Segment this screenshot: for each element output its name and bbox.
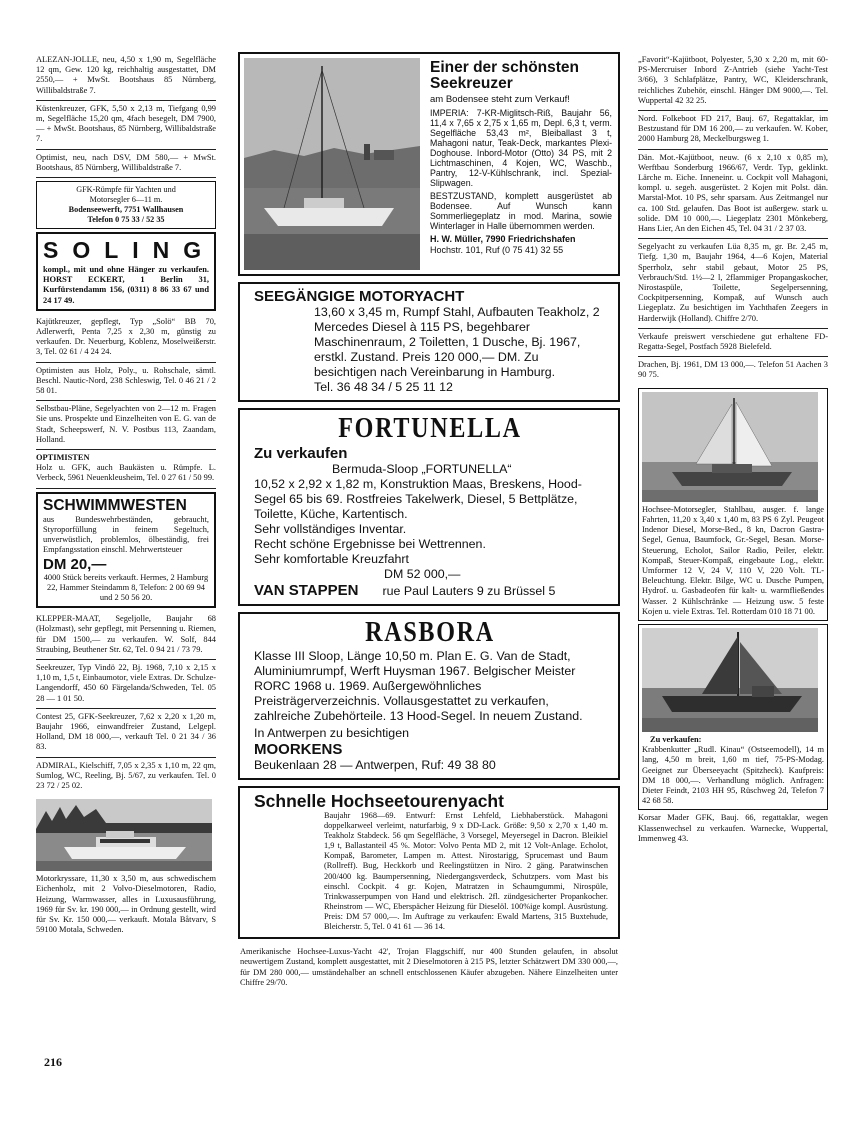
kutter-photo bbox=[642, 628, 818, 732]
ad-headline: SOLING bbox=[43, 237, 216, 264]
ad-text: ALEZAN-JOLLE, neu, 4,50 x 1,90 m, Segelfläche 12 qm, Gew. 120 kg, reichhaltig ausgestattet, DM 2550,— + MwSt. Bootshaus 85 Nürnberg, Willibaldstraße 7. bbox=[36, 55, 216, 95]
ad-text: Hochsee-Motorsegler, Stahlbau, ausger. f. lange Fahrten, 11,20 x 3,40 x 1,40 m, 83 PS 6 Zyl. Peugeot Indenor Diesel, Morse-Bed., 8 kn, Dacron Gastra-Segel, Genua, Baumfock, Gr.-Segel, Besan. Morse-Steuerung, Echolot, Sailor Radio, Peiler, elektr. Kompaß, Steuer-Kompaß, eingebaute Log., elektr. Umformer 12 V, 24 V, 110 V, 220 Volt. TL-Beleuchtung. Elektr. Bilge, WC u. Dusche Pumpen, Hydrof. u. Gasbadeofen für kalt- u. warmfließendes Wasser. 2 Kühlschränke — Heizung usw. 5 feste Kojen u. viele Extras. Tel. Rotterdam 010 18 71 00. bbox=[642, 504, 824, 616]
ad-line: GFK-Rümpfe für Yachten und bbox=[76, 185, 176, 195]
ad-text: Motorkryssare, 11,30 x 3,50 m, aus schwedischem Eichenholz, mit 2 Volvo-Dieselmotoren, Radio, Heizung, Warmwasser, alles in Luxusausführung, 1969 für Sv. kr. 190 000,— in Ordnung gestellt, wird für Sv. Kr. 150 000,— verkauft. Motala Båtvarv, S 59100 Motala, Schweden. bbox=[36, 874, 216, 935]
classified-ad bbox=[36, 660, 216, 709]
ad-text: Optimist, neu, nach DSV, DM 580,— + MwSt. Bootshaus, 85 Nürnberg, Willibaldstraße 7. bbox=[36, 152, 216, 172]
classified-ad bbox=[638, 111, 828, 150]
page-number: 216 bbox=[44, 1055, 62, 1069]
classified-ad bbox=[36, 401, 216, 450]
ad-amerikanische-yacht bbox=[238, 945, 620, 990]
imperia-text-block bbox=[430, 60, 612, 256]
ad-text: IMPERIA: 7-KR-Miglitsch-Riß, Baujahr 56, 11,4 x 7,65 x 2,75 x 1,65 m, Depl. 6,3 t, verm. Segelfläche 53,43 m², Bleiballast 3 t, Mahagoni natur, Teak-Deck, markantes Plexi-Doghouse. Inbord-Motor (Otto) 34 PS, mit 2 Lichtmaschinen, 4 Kojen, WC, Waschb., Pantry, 12-V-Kühlschrank, incl. Spezial-Slipwagen. bbox=[430, 108, 612, 188]
ad-text: 10,52 x 2,92 x 1,82 m, Konstruktion Maas, Breskens, Hood-Segel 65 bis 69. Rostfreies Takelwerk, Diesel, 5 Bettplätze, Toilette, Küche, Kartentisch. bbox=[254, 477, 582, 521]
ad-line: Telefon 0 75 33 / 52 35 bbox=[87, 215, 165, 225]
ad-subhead: am Bodensee steht zum Verkauf! bbox=[430, 94, 570, 105]
ad-headline: Schnelle Hochseetourenyacht bbox=[254, 791, 504, 811]
classified-ad bbox=[36, 363, 216, 402]
ad-text: Sehr vollständiges Inventar. bbox=[254, 522, 407, 536]
motorboat-photo bbox=[36, 799, 212, 871]
ad-text: BESTZUSTAND, komplett ausgerüstet ab Bodensee. Auf Wunsch kann Sommerliegeplatz in mod. Marina, sowie Winterlager in Halle übernommen werden. bbox=[430, 191, 612, 231]
ad-text: Kajütkreuzer, gepflegt, Typ „Solö“ BB 70, Adlerwerft, Penta 7,25 x 2,30 m, günstig zu verkaufen. Dr. Neuerburg, Koblenz, Moselweißerstr. 3, Tel. 02 61 / 4 24 24. bbox=[36, 316, 216, 357]
classified-ad bbox=[36, 101, 216, 150]
ad-contact: H. W. Müller, 7990 Friedrichshafen bbox=[430, 234, 576, 244]
classified-ad bbox=[36, 314, 216, 363]
ad-text: kompl., mit und ohne Hänger zu verkaufen. HORST ECKERT, 1 Berlin 31, Kurfürstendamm 156, (0311) 8 86 33 67 und 24 17 49. bbox=[43, 265, 209, 305]
classified-ad bbox=[36, 611, 216, 660]
ad-text: Korsar Mader GFK, Bauj. 66, regattaklar, wegen Klassenwechsel zu verkaufen. Warnecke, Wuppertal, Immenweg 43. bbox=[638, 813, 828, 843]
motorsailer-illustration bbox=[642, 392, 818, 502]
ad-text: Amerikanische Hochsee-Luxus-Yacht 42', Trojan Flaggschiff, nur 400 Stunden gelaufen, in absolut neuwertigem Zustand, komplett ausgestattet, mit 2 Dieselmotoren à 215 PS, letzter Schätzwert DM 330 000,—, für DM 280 000,— umständehalber an schnell entschlossenen Käufer abzugeben. Nähere Einzelheiten unter Chiffre 29/70. bbox=[240, 947, 618, 987]
ad-text: Baujahr 1968—69. Entwurf: Ernst Lehfeld, Liebhaberstück. Mahagoni doppelkarweel verleimt, naturfarbig, 9 x DD-Lack. Größe: 9,50 x 2,70 x 1,40 m. Teakholz Stabdeck. 56 qm Segelfläche, 3 Vorsegel, Meyersegel in Dacron. Bleikiel 1,9 t, Ballastanteil 45 %. Motor: Volvo Penta MD 2, mit 12 Volt-Anlage. Echolot, Kompaß, Barometer, Lampen m. Attest. Nirostarigg, Sprucemast und Baum (Rollreff). Bug, Heckkorb und Reelingstützen in Niro. 2 gäng. Paratwinschen 200/400 kg. Baumpersenning, Niedergangsverdeck, Schutzpers. vom Mast bis einschl. Cockpit. 4 gr. Kojen, Matratzen in Schaumgummi, Nirospüle, Trinkwasserpumpen von Hand und elektrisch. 2fl. zündgesicherter Propankocher. Rheinstrom — WC, Eberspächer Heizung für Dieselöl. 100%ige kompl. Ausrüstung. Preis: DM 57 000,—. Im Auftrage zu verkaufen: Ewald Martens, 315 Buxtehude, Bleicherstr. 5, Tel. 0 41 61 — 36 14. bbox=[324, 811, 608, 932]
ad-seller: MOORKENS bbox=[254, 741, 343, 758]
ad-text: Bermuda-Sloop „FORTUNELLA“ bbox=[332, 462, 512, 476]
motorboat-illustration bbox=[36, 799, 212, 871]
ad-subhead: Zu verkaufen bbox=[254, 445, 348, 462]
ad-headline: OPTIMISTEN bbox=[36, 453, 90, 463]
classified-ad bbox=[36, 709, 216, 758]
ad-contact: Hochstr. 101, Ruf (0 75 41) 32 55 bbox=[430, 245, 564, 255]
ad-text: Klasse III Sloop, Länge 10,50 m. Plan E. G. Van de Stadt, Aluminiumrumpf, Werft Huysman 1967. Belgischer Meister RORC 1968 u. 1969. Außergewöhnliches Preisträgerverzeichnis. Vollausgestattet zu verkaufen, zahlreiche Zubehörteile. 13 Hood-Segel. In neuem Zustand. bbox=[254, 649, 583, 723]
ad-text: Krabbenkutter „Rudl. Kinau“ (Ostseemodell), 14 m lang, 4,50 m breit, 1,60 m tief, 75-PS-Modag. Geeignet zur Überseeyacht (Spitzheck). Kaufpreis: DM 18 000,—. Verhandlung möglich. Anfragen: Dieter Feindt, 2103 HH 95, Rüschweg 2d, Telefon 7 42 68 58. bbox=[642, 745, 824, 806]
classified-ad bbox=[36, 758, 216, 796]
ad-line: Bodenseewerft, 7751 Wallhausen bbox=[68, 205, 184, 215]
boxed-ad-gfk bbox=[36, 181, 216, 229]
ad-text: Dän. Mot.-Kajütboot, neuw. (6 x 2,10 x 0,85 m), Werftbau Sonderburg 1966/67, Verdr. Typ, geklinkt. Lärche m. Eiche. Inneneinr. u. Cockpit voll Mahagoni, kompl. u. segeh. ausgerüstet. 2 Kojen mit Polst. dän. Marstal-Mot. 10 PS, sehr sparsam. Aus Zeitmangel nur ca. 100 Std. gelaufen. Das Boot ist außergew. stark u. solide. DM 10 000,—. Liegeplatz 2301 Mönkeberg, Hans Lier, An den Eichen 45, Tel. 04 31 / 2 37 03. bbox=[638, 152, 828, 234]
ad-imperia bbox=[238, 52, 620, 276]
column-left bbox=[36, 52, 216, 935]
ad-rasbora bbox=[238, 612, 620, 780]
ad-text: Contest 25, GFK-Seekreuzer, 7,62 x 2,20 x 1,20 m, Baujahr 1966, einwandfreier Zustand, Lelgepl. Holland, DM 18 000,—, verkauft Tel. 0 21 34 / 36 83. bbox=[36, 711, 216, 752]
ad-text: Nord. Folkeboot FD 217, Bauj. 67, Regattaklar, im Bestzustand für DM 16 200,— zu verkaufen. W. Kober, 2000 Hamburg 28, Meckelburgsweg 1. bbox=[638, 114, 828, 144]
fortunella-footer bbox=[254, 582, 606, 599]
ad-headline: RASBORA bbox=[365, 617, 495, 648]
ad-text: In Antwerpen zu besichtigen bbox=[254, 726, 409, 740]
ad-text: 4000 Stück bereits verkauft. Hermes, 2 Hamburg 22, Hammer Steindamm 8, Telefon: 2 00 69 94 und 2 50 56 20. bbox=[43, 572, 209, 602]
ad-text: „Favorit“-Kajütboot, Polyester, 5,30 x 2,20 m, mit 60-PS-Mercruiser Inbord Z-Antrieb (siehe Yacht-Test 3/66), 3 Schlafplätze, Pantry, WC, Kleiderschrank, reichliches Zubehör, einschl. Hänger DM 9000,—. Tel. Wuppertal 42 32 25. bbox=[638, 55, 828, 105]
classified-ad bbox=[36, 450, 216, 489]
ad-text: aus Bundeswehrbeständen, gebraucht, Styroporfüllung in feinem Segeltuch, unverwüstlich, problemlos, ölbeständig, frei Empfangsstation einschl. Mehrwertsteuer bbox=[43, 514, 209, 555]
motorsailer-photo bbox=[642, 392, 818, 502]
ad-seller: VAN STAPPEN bbox=[254, 582, 359, 599]
ad-text: KLEPPER-MAAT, Segeljolle, Baujahr 68 (Holzmast), sehr gepflegt, mit Persenning u. Riemen, für DM 1500,— zu verkaufen. W. Solf, 844 Straubing, Beuthener Str. 62, Tel. 0 94 21 / 73 79. bbox=[36, 614, 216, 654]
classified-ad bbox=[36, 52, 216, 101]
classified-ad bbox=[638, 150, 828, 240]
ad-seegaengige-motoryacht bbox=[238, 282, 620, 402]
sailboat-photo bbox=[244, 58, 420, 270]
ad-price: DM 20,— bbox=[43, 555, 107, 573]
ad-headline: Zu verkaufen: bbox=[650, 734, 702, 744]
ad-text: Verkaufe preiswert verschiedene gut erhaltene FD-Regatta-Segel, Postfach 5928 Bielefeld. bbox=[638, 331, 828, 352]
ad-schnelle-hochseetourenyacht bbox=[238, 786, 620, 939]
classified-ad bbox=[638, 329, 828, 357]
classified-ad bbox=[638, 813, 828, 844]
kutter-illustration bbox=[642, 628, 818, 732]
ad-price: DM 52 000,— bbox=[384, 567, 461, 581]
ad-text: Optimisten aus Holz, Poly., u. Rohschale, sämtl. Beschl. Nautic-Nord, 238 Schleswig, Tel. 0 46 21 / 2 58 01. bbox=[36, 365, 216, 396]
ad-headline: SCHWIMMWESTEN bbox=[43, 496, 187, 514]
ad-text: Recht schöne Ergebnisse bei Wettrennen. bbox=[254, 537, 486, 551]
ad-contact: Tel. 36 48 34 / 5 25 11 12 bbox=[314, 380, 453, 394]
boxed-ad-schwimmwesten bbox=[36, 492, 216, 608]
ad-text: 13,60 x 3,45 m, Rumpf Stahl, Aufbauten Teakholz, 2 Mercedes Diesel à 115 PS, begehbarer Maschinenraum, 2 Toiletten, 1 Dusche, Bj. 1967, erstkl. Zustand. Preis 120 000,— DM. Zu besichtigen nach Vereinbarung in Hamburg. bbox=[314, 305, 600, 379]
column-right bbox=[638, 52, 828, 844]
ad-text: Küstenkreuzer, GFK, 5,50 x 2,13 m, Tiefgang 0,99 m, Segelfläche 15,20 qm, 4fach besegelt, DM 7900,— + MwSt. Bootshaus, 85 Nürnberg, Willibaldstraße 7. bbox=[36, 103, 216, 144]
ad-contact: rue Paul Lauters 9 zu Brüssel 5 bbox=[382, 584, 556, 598]
ad-headline: Einer der schönsten Seekreuzer bbox=[430, 59, 580, 92]
ad-text: Drachen, Bj. 1961, DM 13 000,—. Telefon 51 Aachen 3 90 75. bbox=[638, 360, 828, 380]
ad-text: Segelyacht zu verkaufen Lüa 8,35 m, gr. Br. 2,45 m, Tiefg. 1,30 m, Baujahr 1964, 4—6 Kojen, Material Sperrholz, sehr stabil gebaut, Motor 25 PS, Verbrauch/Std. 1½—2 l, 2flammiger Propangaskocher, Nirostaspüle, Toilette, Segelpersenning, Cockpitpersenning, Kompaß, auf Wunsch auch Liegeplatz. Zu besichtigen im Yachthafen Zeegers in Harderwijk (Holland). Chiffre 2/70. bbox=[638, 242, 828, 323]
column-middle bbox=[238, 52, 620, 990]
classified-ad bbox=[36, 150, 216, 178]
ad-text: Seekreuzer, Typ Vindö 22, Bj. 1968, 7,10 x 2,15 x 1,10 m, 1,5 t, Einbaumotor, viele Extras. Dr. Schulze-Langendorff, 450 60 Färgelanda/Schweden, Tel. 05 28 — 1 01 50. bbox=[36, 662, 216, 703]
ad-text: Selbstbau-Pläne, Segelyachten von 2—12 m. Fragen Sie uns. Prospekte und Einzelheiten von E. G. van de Stadt, Scheepswerf, N. V. Postbus 113, Zaandam, Holland. bbox=[36, 404, 216, 444]
boxed-ad-hochsee-motorsegler bbox=[638, 388, 828, 621]
boxed-ad-soling bbox=[36, 232, 216, 311]
classified-ad bbox=[638, 357, 828, 384]
ad-contact: Beukenlaan 28 — Antwerpen, Ruf: 49 38 80 bbox=[254, 758, 496, 772]
classified-ad bbox=[36, 874, 216, 935]
boxed-ad-krabbenkutter bbox=[638, 624, 828, 810]
ad-text: Sehr komfortable Kreuzfahrt bbox=[254, 552, 409, 566]
ad-text: Holz u. GFK, auch Baukästen u. Rümpfe. L. Verbeck, 5961 Neuenkleusheim, Tel. 0 27 61 / 50 99. bbox=[36, 463, 216, 483]
ad-text: ADMIRAL, Kielschiff, 7,05 x 2,35 x 1,10 m, 22 qm, Sumlog, WC, Reeling, Bj. 5/67, zu verkaufen. Tel. 0 23 72 / 25 02. bbox=[36, 760, 216, 790]
classified-ad bbox=[638, 52, 828, 111]
ad-line: Motorsegler 6—11 m. bbox=[89, 195, 163, 205]
ad-headline: FORTUNELLA bbox=[338, 413, 522, 444]
classified-ad bbox=[638, 239, 828, 329]
ad-headline: SEEGÄNGIGE MOTORYACHT bbox=[254, 288, 465, 305]
ad-fortunella bbox=[238, 408, 620, 606]
sailboat-illustration bbox=[244, 58, 420, 270]
